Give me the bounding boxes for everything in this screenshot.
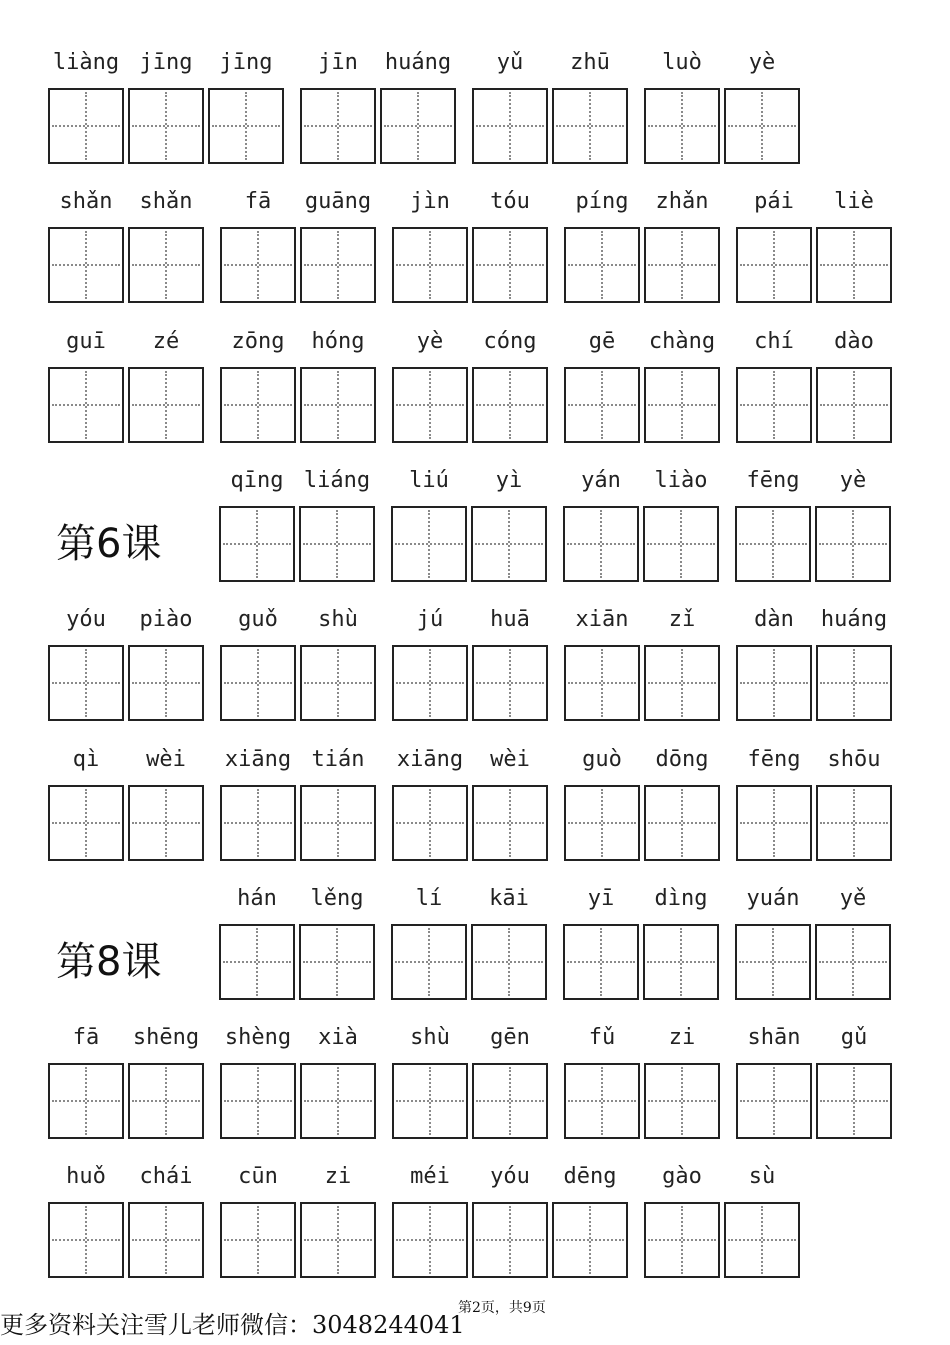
writing-cell[interactable]	[552, 88, 628, 164]
cell-guide-horizontal	[224, 682, 292, 684]
cell-guide-horizontal	[647, 961, 715, 963]
cell-guide-horizontal	[304, 125, 372, 127]
pinyin-label: fā	[244, 189, 272, 214]
writing-cell[interactable]	[564, 645, 640, 721]
cell-guide-horizontal	[396, 1239, 464, 1241]
cell-guide-horizontal	[476, 264, 544, 266]
cell-guide-horizontal	[739, 543, 807, 545]
pinyin-label: kāi	[489, 886, 529, 911]
cell-guide-horizontal	[568, 404, 636, 406]
writing-cell[interactable]	[724, 88, 800, 164]
writing-cell[interactable]	[736, 785, 812, 861]
pinyin-label: dàn	[754, 607, 794, 632]
writing-cell[interactable]	[392, 1063, 468, 1139]
pinyin-label: zé	[152, 329, 180, 354]
cell-guide-horizontal	[223, 961, 291, 963]
pinyin-label: méi	[410, 1164, 450, 1189]
pinyin-label: huā	[490, 607, 530, 632]
writing-cell[interactable]	[48, 785, 124, 861]
writing-cell[interactable]	[735, 506, 811, 582]
writing-cell[interactable]	[816, 367, 892, 443]
pinyin-label: jīng	[219, 50, 273, 75]
cell-guide-horizontal	[304, 404, 372, 406]
pinyin-label: jú	[416, 607, 444, 632]
cell-guide-horizontal	[648, 682, 716, 684]
pinyin-label: yè	[748, 50, 776, 75]
pinyin-label: hán	[237, 886, 277, 911]
cell-guide-horizontal	[648, 1239, 716, 1241]
pinyin-label: zi	[668, 1025, 696, 1050]
writing-cell[interactable]	[48, 88, 124, 164]
cell-guide-horizontal	[395, 543, 463, 545]
cell-guide-horizontal	[476, 822, 544, 824]
pinyin-label: yè	[416, 329, 444, 354]
cell-guide-horizontal	[396, 404, 464, 406]
writing-cell[interactable]	[816, 1063, 892, 1139]
writing-cell[interactable]	[128, 645, 204, 721]
cell-guide-horizontal	[304, 682, 372, 684]
pinyin-label: guǒ	[238, 607, 278, 632]
pinyin-label: guò	[582, 747, 622, 772]
writing-cell[interactable]	[815, 506, 891, 582]
pinyin-label: gē	[588, 329, 616, 354]
pinyin-label: dào	[834, 329, 874, 354]
cell-guide-horizontal	[223, 543, 291, 545]
cell-guide-horizontal	[396, 264, 464, 266]
writing-cell[interactable]	[391, 506, 467, 582]
writing-cell[interactable]	[564, 367, 640, 443]
pinyin-label: liào	[654, 468, 708, 493]
pinyin-label: gēn	[490, 1025, 530, 1050]
pinyin-label: jīng	[139, 50, 193, 75]
writing-cell[interactable]	[552, 1202, 628, 1278]
pinyin-label: shān	[747, 1025, 801, 1050]
writing-cell[interactable]	[643, 924, 719, 1000]
writing-cell[interactable]	[563, 506, 639, 582]
writing-cell[interactable]	[128, 367, 204, 443]
pinyin-label: zi	[324, 1164, 352, 1189]
pinyin-label: jīn	[318, 50, 358, 75]
cell-guide-horizontal	[224, 1239, 292, 1241]
writing-cell[interactable]	[300, 88, 376, 164]
pinyin-label: zhū	[570, 50, 610, 75]
writing-cell[interactable]	[128, 1202, 204, 1278]
writing-cell[interactable]	[816, 645, 892, 721]
pinyin-label: yè	[839, 468, 867, 493]
cell-guide-horizontal	[740, 404, 808, 406]
writing-cell[interactable]	[564, 1063, 640, 1139]
cell-guide-horizontal	[476, 1239, 544, 1241]
writing-cell[interactable]	[564, 785, 640, 861]
writing-cell[interactable]	[392, 367, 468, 443]
writing-cell[interactable]	[644, 645, 720, 721]
cell-guide-horizontal	[648, 1100, 716, 1102]
cell-guide-horizontal	[476, 125, 544, 127]
cell-guide-horizontal	[740, 682, 808, 684]
pinyin-label: fǔ	[588, 1025, 616, 1050]
pinyin-label: fā	[72, 1025, 100, 1050]
cell-guide-horizontal	[132, 1239, 200, 1241]
writing-cell[interactable]	[220, 1202, 296, 1278]
cell-guide-horizontal	[52, 1239, 120, 1241]
pinyin-label: shǎn	[139, 189, 193, 214]
cell-guide-horizontal	[224, 264, 292, 266]
pinyin-label: cóng	[483, 329, 537, 354]
writing-cell[interactable]	[220, 1063, 296, 1139]
pinyin-label: shēng	[132, 1025, 200, 1050]
pinyin-label: shù	[410, 1025, 450, 1050]
pinyin-label: shōu	[827, 747, 881, 772]
pinyin-label: shǎn	[59, 189, 113, 214]
writing-cell[interactable]	[736, 227, 812, 303]
cell-guide-horizontal	[396, 822, 464, 824]
cell-guide-horizontal	[728, 1239, 796, 1241]
writing-cell[interactable]	[564, 227, 640, 303]
writing-cell[interactable]	[471, 924, 547, 1000]
writing-cell[interactable]	[736, 1063, 812, 1139]
pinyin-label: píng	[575, 189, 629, 214]
writing-cell[interactable]	[300, 785, 376, 861]
writing-cell[interactable]	[472, 88, 548, 164]
writing-cell[interactable]	[815, 924, 891, 1000]
pinyin-label: xiān	[575, 607, 629, 632]
cell-guide-horizontal	[304, 1239, 372, 1241]
writing-cell[interactable]	[48, 645, 124, 721]
writing-cell[interactable]	[220, 227, 296, 303]
pinyin-label: fēng	[746, 468, 800, 493]
pinyin-label: zǐ	[668, 607, 696, 632]
cell-guide-horizontal	[224, 404, 292, 406]
cell-guide-horizontal	[384, 125, 452, 127]
writing-cell[interactable]	[300, 227, 376, 303]
writing-cell[interactable]	[563, 924, 639, 1000]
cell-guide-horizontal	[303, 543, 371, 545]
writing-cell[interactable]	[220, 367, 296, 443]
pinyin-label: dōng	[655, 747, 709, 772]
cell-guide-horizontal	[52, 822, 120, 824]
cell-guide-horizontal	[556, 125, 624, 127]
cell-guide-horizontal	[568, 822, 636, 824]
writing-cell[interactable]	[128, 227, 204, 303]
cell-guide-horizontal	[728, 125, 796, 127]
writing-cell[interactable]	[299, 506, 375, 582]
writing-cell[interactable]	[644, 1063, 720, 1139]
pinyin-label: luò	[662, 50, 702, 75]
pinyin-label: qīng	[230, 468, 284, 493]
writing-cell[interactable]	[735, 924, 811, 1000]
cell-guide-horizontal	[740, 822, 808, 824]
writing-cell[interactable]	[644, 1202, 720, 1278]
pinyin-label: pái	[754, 189, 794, 214]
writing-cell[interactable]	[643, 506, 719, 582]
pinyin-label: liáng	[303, 468, 371, 493]
pinyin-label: chàng	[648, 329, 716, 354]
pinyin-label: huáng	[384, 50, 452, 75]
pinyin-label: piào	[139, 607, 193, 632]
cell-guide-horizontal	[567, 961, 635, 963]
cell-guide-horizontal	[819, 961, 887, 963]
writing-cell[interactable]	[472, 645, 548, 721]
writing-cell[interactable]	[300, 1202, 376, 1278]
writing-cell[interactable]	[219, 506, 295, 582]
cell-guide-horizontal	[304, 1100, 372, 1102]
pinyin-label: xiāng	[396, 747, 464, 772]
cell-guide-horizontal	[52, 264, 120, 266]
cell-guide-horizontal	[567, 543, 635, 545]
writing-cell[interactable]	[392, 227, 468, 303]
pinyin-label: shèng	[224, 1025, 292, 1050]
cell-guide-horizontal	[648, 125, 716, 127]
cell-guide-horizontal	[820, 1100, 888, 1102]
cell-guide-horizontal	[647, 543, 715, 545]
cell-guide-horizontal	[475, 543, 543, 545]
pinyin-label: zhǎn	[655, 189, 709, 214]
lesson-heading: 第8课	[56, 939, 162, 985]
writing-cell[interactable]	[128, 88, 204, 164]
cell-guide-horizontal	[396, 682, 464, 684]
writing-cell[interactable]	[48, 1202, 124, 1278]
writing-cell[interactable]	[471, 506, 547, 582]
cell-guide-horizontal	[132, 682, 200, 684]
writing-cell[interactable]	[300, 367, 376, 443]
pinyin-label: sù	[748, 1164, 776, 1189]
pinyin-label: tóu	[490, 189, 530, 214]
cell-guide-horizontal	[304, 822, 372, 824]
cell-guide-horizontal	[132, 822, 200, 824]
cell-guide-horizontal	[740, 1100, 808, 1102]
pinyin-label: yán	[581, 468, 621, 493]
writing-cell[interactable]	[472, 1202, 548, 1278]
pinyin-label: guāng	[304, 189, 372, 214]
cell-guide-horizontal	[568, 264, 636, 266]
cell-guide-horizontal	[556, 1239, 624, 1241]
pinyin-label: liàng	[52, 50, 120, 75]
writing-cell[interactable]	[48, 367, 124, 443]
writing-cell[interactable]	[128, 1063, 204, 1139]
pinyin-label: wèi	[146, 747, 186, 772]
cell-guide-horizontal	[476, 682, 544, 684]
pinyin-label: zōng	[231, 329, 285, 354]
writing-cell[interactable]	[48, 1063, 124, 1139]
pinyin-label: fēng	[747, 747, 801, 772]
cell-guide-horizontal	[476, 1100, 544, 1102]
cell-guide-horizontal	[739, 961, 807, 963]
cell-guide-horizontal	[224, 822, 292, 824]
cell-guide-horizontal	[396, 1100, 464, 1102]
lesson-heading: 第6课	[56, 521, 162, 567]
page-number: 第2页，共9页	[458, 1300, 546, 1316]
writing-cell[interactable]	[208, 88, 284, 164]
writing-cell[interactable]	[736, 367, 812, 443]
cell-guide-horizontal	[820, 682, 888, 684]
cell-guide-horizontal	[648, 264, 716, 266]
cell-guide-horizontal	[52, 404, 120, 406]
cell-guide-horizontal	[52, 682, 120, 684]
writing-cell[interactable]	[644, 227, 720, 303]
cell-guide-horizontal	[475, 961, 543, 963]
cell-guide-horizontal	[568, 682, 636, 684]
cell-guide-horizontal	[476, 404, 544, 406]
pinyin-label: xià	[318, 1025, 358, 1050]
pinyin-label: yǔ	[496, 50, 524, 75]
writing-cell[interactable]	[299, 924, 375, 1000]
writing-cell[interactable]	[300, 1063, 376, 1139]
cell-guide-horizontal	[132, 1100, 200, 1102]
writing-cell[interactable]	[392, 1202, 468, 1278]
cell-guide-horizontal	[132, 125, 200, 127]
pinyin-label: yě	[839, 886, 867, 911]
writing-cell[interactable]	[472, 367, 548, 443]
pinyin-label: chí	[754, 329, 794, 354]
cell-guide-horizontal	[820, 822, 888, 824]
writing-cell[interactable]	[219, 924, 295, 1000]
pinyin-label: chái	[139, 1164, 193, 1189]
pinyin-label: tián	[311, 747, 365, 772]
writing-cell[interactable]	[128, 785, 204, 861]
cell-guide-horizontal	[568, 1100, 636, 1102]
pinyin-label: huǒ	[66, 1164, 106, 1189]
pinyin-label: jìn	[410, 189, 450, 214]
cell-guide-horizontal	[132, 264, 200, 266]
pinyin-label: lěng	[310, 886, 364, 911]
pinyin-label: wèi	[490, 747, 530, 772]
writing-cell[interactable]	[724, 1202, 800, 1278]
pinyin-label: yuán	[746, 886, 800, 911]
pinyin-label: huáng	[820, 607, 888, 632]
pinyin-label: xiāng	[224, 747, 292, 772]
writing-cell[interactable]	[472, 227, 548, 303]
writing-cell[interactable]	[391, 924, 467, 1000]
writing-cell[interactable]	[472, 785, 548, 861]
cell-guide-horizontal	[648, 822, 716, 824]
writing-cell[interactable]	[644, 88, 720, 164]
writing-cell[interactable]	[380, 88, 456, 164]
pinyin-label: dìng	[654, 886, 708, 911]
pinyin-label: liè	[834, 189, 874, 214]
pinyin-label: dēng	[563, 1164, 617, 1189]
cell-guide-horizontal	[52, 125, 120, 127]
writing-cell[interactable]	[300, 645, 376, 721]
pinyin-label: yóu	[490, 1164, 530, 1189]
pinyin-label: qì	[72, 747, 100, 772]
cell-guide-horizontal	[132, 404, 200, 406]
cell-guide-horizontal	[648, 404, 716, 406]
pinyin-label: cūn	[238, 1164, 278, 1189]
cell-guide-horizontal	[740, 264, 808, 266]
writing-cell[interactable]	[48, 227, 124, 303]
cell-guide-horizontal	[224, 1100, 292, 1102]
pinyin-label: yī	[587, 886, 615, 911]
writing-cell[interactable]	[472, 1063, 548, 1139]
cell-guide-horizontal	[820, 264, 888, 266]
cell-guide-horizontal	[820, 404, 888, 406]
writing-cell[interactable]	[220, 645, 296, 721]
cell-guide-horizontal	[395, 961, 463, 963]
pinyin-label: shù	[318, 607, 358, 632]
writing-cell[interactable]	[644, 367, 720, 443]
writing-cell[interactable]	[736, 645, 812, 721]
footer-contact-note: 更多资料关注雪儿老师微信：3048244041	[0, 1311, 465, 1339]
writing-cell[interactable]	[816, 227, 892, 303]
writing-cell[interactable]	[816, 785, 892, 861]
pinyin-label: liú	[409, 468, 449, 493]
pinyin-label: gào	[662, 1164, 702, 1189]
cell-guide-horizontal	[304, 264, 372, 266]
writing-cell[interactable]	[220, 785, 296, 861]
pinyin-label: gǔ	[840, 1025, 868, 1050]
cell-guide-horizontal	[303, 961, 371, 963]
pinyin-label: yóu	[66, 607, 106, 632]
pinyin-label: hóng	[311, 329, 365, 354]
cell-guide-horizontal	[212, 125, 280, 127]
cell-guide-horizontal	[819, 543, 887, 545]
pinyin-label: yì	[495, 468, 523, 493]
cell-guide-horizontal	[52, 1100, 120, 1102]
writing-cell[interactable]	[392, 785, 468, 861]
writing-cell[interactable]	[644, 785, 720, 861]
pinyin-label: lí	[415, 886, 443, 911]
writing-cell[interactable]	[392, 645, 468, 721]
pinyin-label: guī	[66, 329, 106, 354]
